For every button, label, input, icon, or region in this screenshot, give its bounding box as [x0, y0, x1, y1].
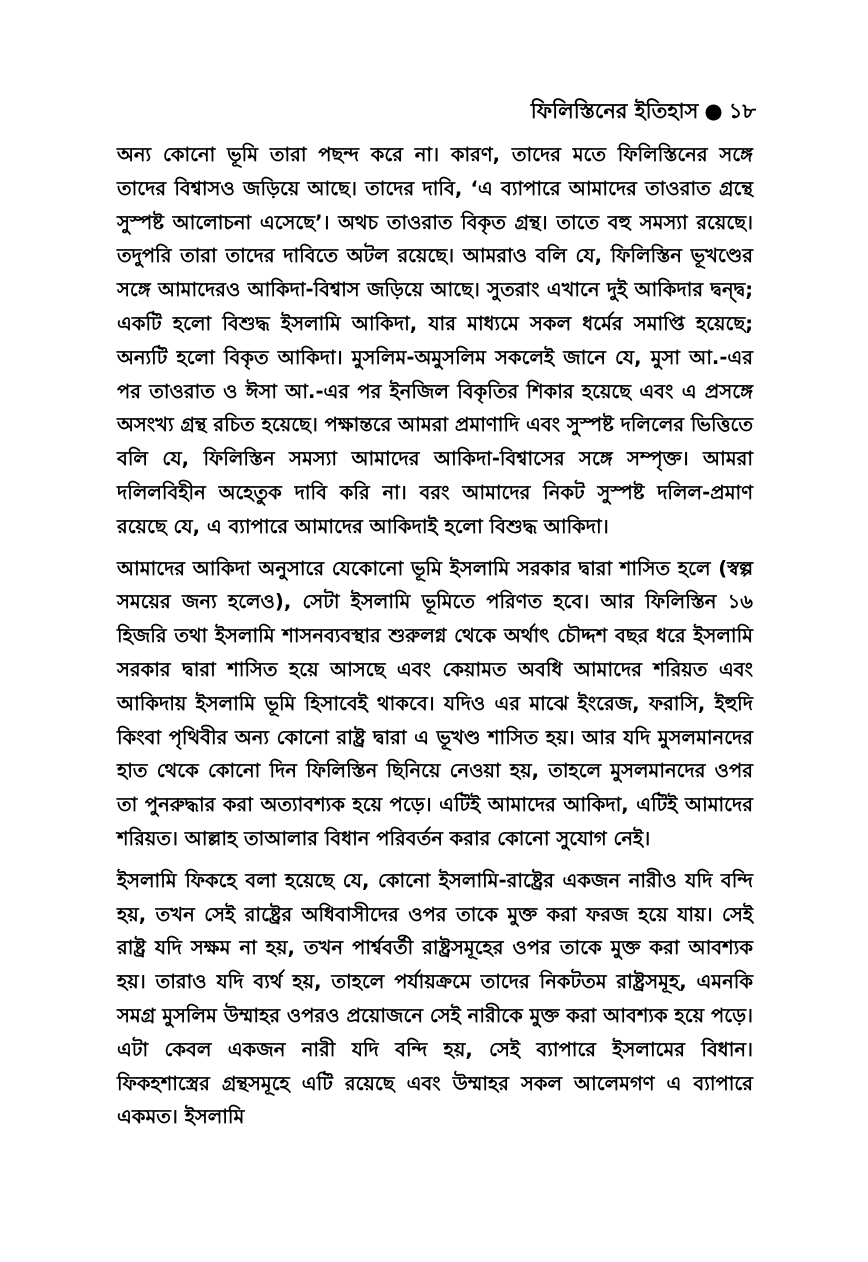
paragraph-3: ইসলামি ফিকহে বলা হয়েছে যে, কোনো ইসলামি-রাষ্ট্রের একজন নারীও যদি বন্দি হয়, তখন সেই রাষ্ট্রের অধিবাসীদের ওপর তাকে মুক্ত করা ফরজ হয়ে যায়। সেই রাষ্ট্র যদি সক্ষম না হয়, তখন পার্শ্ববর্তী রাষ্ট্রসমূহের ওপর তাকে মুক্ত করা আবশ্যক হয়। তারাও যদি ব্যর্থ হয়, তাহলে পর্যায়ক্রমে তাদের নিকটতম রাষ্ট্রসমূহ, এমনকি সমগ্র মুসলিম উম্মাহর ওপরও প্রয়োজনে সেই নারীকে মুক্ত করা আবশ্যক হয়ে পড়ে। এটা কেবল একজন নারী যদি বন্দি হয়, সেই ব্যাপারে ইসলামের বিধান। ফিকহশাস্ত্রের গ্রন্থসমূহে এটি রয়েছে এবং উম্মাহর সকল আলেমগণ এ ব্যাপারে একমত। ইসলামি — [117, 868, 753, 1129]
running-header — [531, 96, 756, 126]
page-number: ১৮ — [728, 99, 756, 123]
body-text — [117, 138, 753, 1142]
paragraph-1: অন্য কোনো ভূমি তারা পছন্দ করে না। কারণ, তাদের মতে ফিলিস্তিনের সঙ্গে তাদের বিশ্বাসও জড়িয়ে আছে। তাদের দাবি, ‘এ ব্যাপারে আমাদের তাওরাত গ্রন্থে সুস্পষ্ট আলোচনা এসেছে’। অথচ তাওরাত বিকৃত গ্রন্থ। তাতে বহু সমস্যা রয়েছে। তদুপরি তারা তাদের দাবিতে অটল রয়েছে। আমরাও বলি যে, ফিলিস্তিন ভূখণ্ডের সঙ্গে আমাদেরও আকিদা-বিশ্বাস জড়িয়ে আছে। সুতরাং এখানে দুই আকিদার দ্বন্দ্ব; একটি হলো বিশুদ্ধ ইসলামি আকিদা, যার মাধ্যমে সকল ধর্মের সমাপ্তি হয়েছে; অন্যটি হলো বিকৃত আকিদা। মুসলিম-অমুসলিম সকলেই জানে যে, মুসা আ.-এর পর তাওরাত ও ঈসা আ.-এর পর ইনজিল বিকৃতির শিকার হয়েছে এবং এ প্রসঙ্গে অসংখ্য গ্রন্থ রচিত হয়েছে। পক্ষান্তরে আমরা প্রমাণাদি এবং সুস্পষ্ট দলিলের ভিত্তিতে বলি যে, ফিলিস্তিন সমস্যা আমাদের আকিদা-বিশ্বাসের সঙ্গে সম্পৃক্ত। আমরা দলিলবিহীন অহেতুক দাবি করি না। বরং আমাদের নিকট সুস্পষ্ট দলিল-প্রমাণ রয়েছে যে, এ ব্যাপারে আমাদের আকিদাই হলো বিশুদ্ধ আকিদা। — [117, 143, 753, 538]
paragraph-2: আমাদের আকিদা অনুসারে যেকোনো ভূমি ইসলামি সরকার দ্বারা শাসিত হলে (স্বল্প সময়ের জন্য হলেও), সেটা ইসলামি ভূমিতে পরিণত হবে। আর ফিলিস্তিন ১৬ হিজরি তথা ইসলামি শাসনব্যবস্থার শুরুলগ্ন থেকে অর্থাৎ চৌদ্দশ বছর ধরে ইসলামি সরকার দ্বারা শাসিত হয়ে আসছে এবং কেয়ামত অবধি আমাদের শরিয়ত এবং আকিদায় ইসলামি ভূমি হিসাবেই থাকবে। যদিও এর মাঝে ইংরেজ, ফরাসি, ইহুদি কিংবা পৃথিবীর অন্য কোনো রাষ্ট্র দ্বারা এ ভূখণ্ড শাসিত হয়। আর যদি মুসলমানদের হাত থেকে কোনো দিন ফিলিস্তিন ছিনিয়ে নেওয়া হয়, তাহলে মুসলমানদের ওপর তা পুনরুদ্ধার করা অত্যাবশ্যক হয়ে পড়ে। এটিই আমাদের আকিদা, এটিই আমাদের শরিয়ত। আল্লাহ তাআলার বিধান পরিবর্তন করার কোনো সুযোগ নেই। — [117, 556, 753, 850]
header-bullet: ● — [704, 99, 723, 123]
running-title: ফিলিস্তিনের ইতিহাস — [530, 99, 699, 123]
